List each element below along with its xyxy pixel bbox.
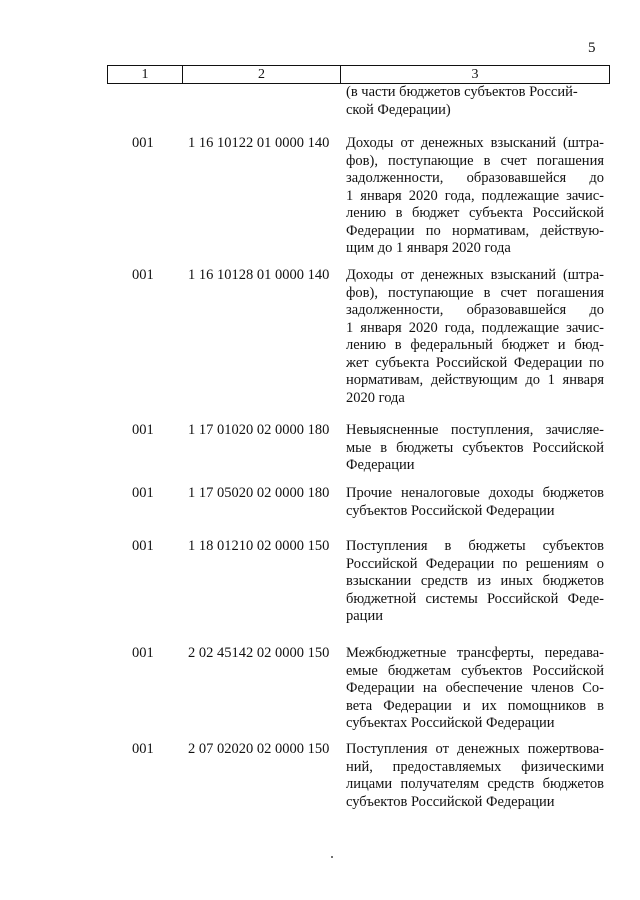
budget-code: 1 16 10122 01 0000 140 <box>188 135 330 151</box>
description-line: Невыясненные поступления, зачисляе- <box>346 422 604 438</box>
description-line: мые в бюджеты субъектов Российской <box>346 439 604 456</box>
table-row <box>0 645 640 741</box>
description-line: Межбюджетные трансферты, передава- <box>346 645 604 661</box>
row-description <box>346 135 604 258</box>
row-description <box>346 485 604 520</box>
budget-code: 1 18 01210 02 0000 150 <box>188 538 330 554</box>
row-description <box>346 741 604 811</box>
description-line: Федерации по нормативам, действую- <box>346 222 604 239</box>
continuation-line: (в части бюджетов субъектов Россий- <box>346 84 578 100</box>
row-description <box>346 645 604 733</box>
admin-code: 001 <box>132 422 154 438</box>
admin-code: 001 <box>132 645 154 661</box>
description-line: лению в бюджет субъекта Российской <box>346 205 604 221</box>
description-line: рации <box>346 608 383 624</box>
admin-code: 001 <box>132 135 154 151</box>
description-line: субъектах Российской Федерации <box>346 715 555 731</box>
page-number: 5 <box>588 40 596 56</box>
header-cell-3: 3 <box>471 66 479 82</box>
continuation-line: ской Федерации) <box>346 101 451 118</box>
description-line: щим до 1 января 2020 года <box>346 240 511 256</box>
description-line: нормативам, действующим до 1 января <box>346 372 604 388</box>
description-line: фов), поступающие в счет погашения <box>346 152 604 169</box>
table-body <box>0 135 640 821</box>
continuation-text <box>346 84 606 119</box>
admin-code: 001 <box>132 741 154 757</box>
description-line: жет субъекта Российской Федерации по <box>346 354 604 371</box>
description-line: субъектов Российской Федерации <box>346 502 555 519</box>
description-line: вета Федерации и их помощников в <box>346 697 604 714</box>
description-line: взыскании средств из иных бюджетов <box>346 573 604 589</box>
table-row <box>0 538 640 645</box>
table-header-row <box>107 65 610 84</box>
description-line: бюджетной системы Российской Феде- <box>346 590 604 607</box>
budget-code: 2 07 02020 02 0000 150 <box>188 741 330 757</box>
header-cell-2: 2 <box>183 66 341 83</box>
description-line: Российской Федерации по решениям о <box>346 555 604 572</box>
description-line: задолженности, образовавшейся до <box>346 170 604 186</box>
budget-code: 2 02 45142 02 0000 150 <box>188 645 330 661</box>
description-line: Федерации на обеспечение членов Со- <box>346 680 604 696</box>
admin-code: 001 <box>132 267 154 283</box>
description-line: 1 января 2020 года, подлежащие зачис- <box>346 319 604 336</box>
description-line: задолженности, образовавшейся до <box>346 302 604 318</box>
header-cell-1: 1 <box>108 66 183 83</box>
description-line: Поступления от денежных пожертвова- <box>346 741 604 757</box>
description-line: Федерации <box>346 457 415 473</box>
table-row <box>0 267 640 422</box>
budget-code: 1 17 01020 02 0000 180 <box>188 422 330 438</box>
description-line: 1 января 2020 года, подлежащие зачис- <box>346 187 604 204</box>
table-row <box>0 135 640 267</box>
description-line: емые бюджетам субъектов Российской <box>346 662 604 679</box>
description-line: Доходы от денежных взысканий (штра- <box>346 135 604 151</box>
description-line: субъектов Российской Федерации <box>346 793 555 810</box>
budget-code: 1 17 05020 02 0000 180 <box>188 485 330 501</box>
description-line: 2020 года <box>346 389 405 406</box>
description-line: Поступления в бюджеты субъектов <box>346 538 604 554</box>
table-row <box>0 741 640 821</box>
table-row <box>0 422 640 485</box>
admin-code: 001 <box>132 538 154 554</box>
description-line: Доходы от денежных взысканий (штра- <box>346 267 604 283</box>
description-line: лицами получателям средств бюджетов <box>346 776 604 792</box>
description-line: Прочие неналоговые доходы бюджетов <box>346 485 604 501</box>
description-line: лению в федеральный бюджет и бюд- <box>346 337 604 353</box>
description-line: ний, предоставляемых физическими <box>346 758 604 775</box>
table-row <box>0 485 640 538</box>
description-line: фов), поступающие в счет погашения <box>346 284 604 301</box>
row-description <box>346 267 604 407</box>
scan-speck <box>331 856 333 858</box>
admin-code: 001 <box>132 485 154 501</box>
row-description <box>346 538 604 626</box>
budget-code: 1 16 10128 01 0000 140 <box>188 267 330 283</box>
row-description <box>346 422 604 475</box>
